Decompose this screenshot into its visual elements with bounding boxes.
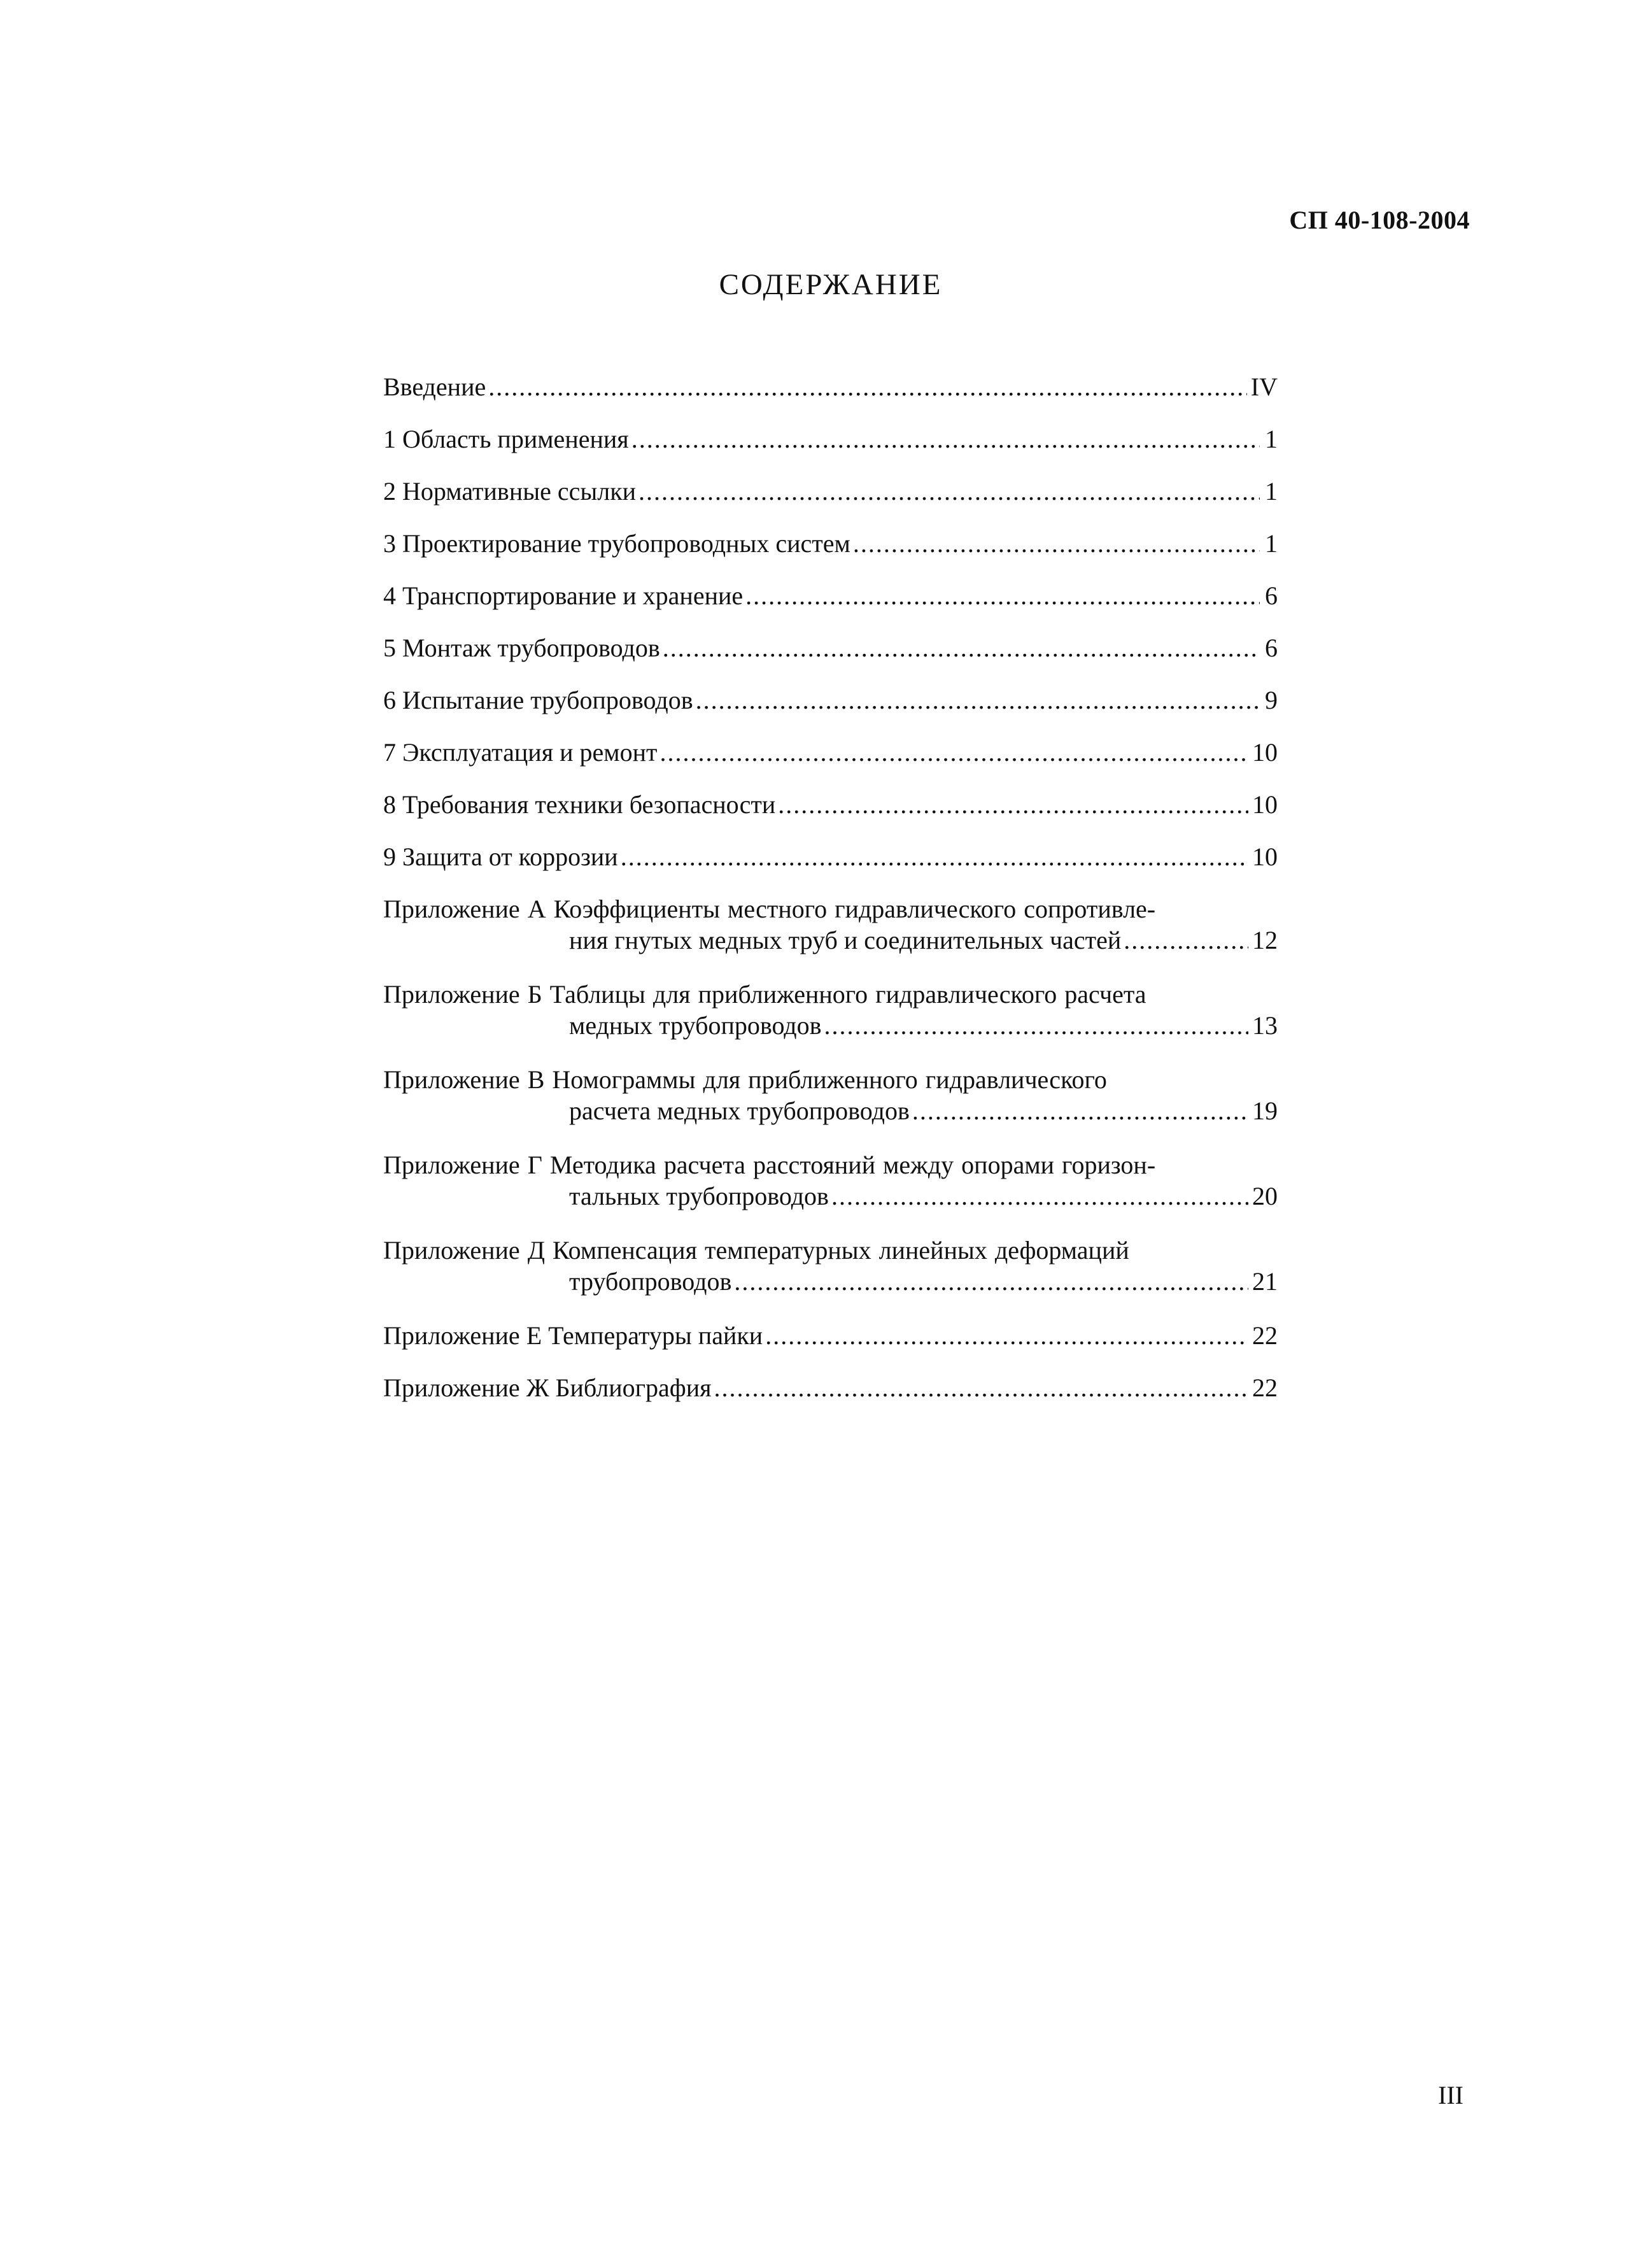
toc-entry-appendix-zh xyxy=(383,1372,1278,1403)
dot-leader xyxy=(621,841,1248,872)
toc-entry-page: 20 xyxy=(1252,1182,1278,1210)
toc-entry-5 xyxy=(383,632,1278,663)
toc-entry-page: 6 xyxy=(1265,581,1278,610)
dot-leader xyxy=(659,737,1248,768)
dot-leader xyxy=(734,1266,1248,1297)
toc-entry-label: Приложение Б Таблицы для приближенного гидравлического расчета xyxy=(383,980,1146,1009)
toc-entry-page: 12 xyxy=(1252,926,1278,954)
toc-entry-page: 10 xyxy=(1252,790,1278,819)
toc-entry-label: 6 Испытание трубопроводов xyxy=(383,686,693,714)
page-number: III xyxy=(1438,2081,1463,2109)
toc-entry-page: 22 xyxy=(1252,1321,1278,1350)
dot-leader xyxy=(912,1095,1248,1126)
toc-entry-9 xyxy=(383,841,1278,872)
toc-entry-appendix-a xyxy=(383,893,1278,956)
toc-entry-introduction xyxy=(383,371,1278,402)
toc-entry-label: 1 Область применения xyxy=(383,425,629,453)
toc-entry-label: 5 Монтаж трубопроводов xyxy=(383,634,660,662)
toc-entry-label-continued: тальных трубопроводов xyxy=(569,1182,829,1210)
toc-entry-label: Введение xyxy=(383,372,486,401)
dot-leader xyxy=(1124,925,1248,956)
toc-entry-page: 6 xyxy=(1265,634,1278,662)
dot-leader xyxy=(714,1372,1248,1403)
dot-leader xyxy=(631,423,1260,455)
toc-entry-appendix-b xyxy=(383,979,1278,1041)
document-code: СП 40-108-2004 xyxy=(1289,206,1470,234)
toc-entry-page: 1 xyxy=(1265,529,1278,558)
toc-entry-page: 13 xyxy=(1252,1011,1278,1040)
toc-entry-label: 9 Защита от коррозии xyxy=(383,842,618,871)
dot-leader xyxy=(853,528,1260,559)
dot-leader xyxy=(778,789,1248,820)
toc-entry-appendix-d xyxy=(383,1235,1278,1297)
toc-entry-label-continued: трубопроводов xyxy=(569,1267,732,1296)
toc-entry-label: Приложение Ж Библиография xyxy=(383,1373,712,1402)
toc-entry-label: 4 Транспортирование и хранение xyxy=(383,581,744,610)
toc-entry-label-continued: расчета медных трубопроводов xyxy=(569,1096,910,1125)
toc-entry-8 xyxy=(383,789,1278,820)
toc-entry-page: IV xyxy=(1250,372,1278,401)
toc-entry-label: Приложение В Номограммы для приближенного гидравлического xyxy=(383,1065,1107,1094)
toc-entry-label: 3 Проектирование трубопроводных систем xyxy=(383,529,850,558)
toc-entry-page: 22 xyxy=(1252,1373,1278,1402)
toc-entry-label: Приложение А Коэффициенты местного гидравлического сопротивле- xyxy=(383,895,1156,923)
toc-entry-label: Приложение Д Компенсация температурных линейных деформаций xyxy=(383,1236,1129,1265)
toc-entry-label: 2 Нормативные ссылки xyxy=(383,477,637,506)
toc-entry-3 xyxy=(383,528,1278,559)
toc-entry-page: 19 xyxy=(1252,1096,1278,1125)
toc-entry-page: 1 xyxy=(1265,477,1278,506)
toc-entry-page: 10 xyxy=(1252,842,1278,871)
toc-entry-page: 21 xyxy=(1252,1267,1278,1296)
dot-leader xyxy=(824,1010,1248,1041)
toc-entry-appendix-e xyxy=(383,1320,1278,1351)
toc-entry-1 xyxy=(383,423,1278,455)
toc-entry-label: 8 Требования техники безопасности xyxy=(383,790,776,819)
dot-leader xyxy=(765,1320,1248,1351)
toc-entry-appendix-g xyxy=(383,1149,1278,1212)
table-of-contents xyxy=(383,371,1278,1424)
toc-entry-6 xyxy=(383,684,1278,716)
toc-entry-page: 9 xyxy=(1265,686,1278,714)
dot-leader xyxy=(638,476,1260,507)
page-title: СОДЕРЖАНИЕ xyxy=(719,268,943,301)
toc-entry-page: 1 xyxy=(1265,425,1278,453)
dot-leader xyxy=(745,580,1260,611)
dot-leader xyxy=(488,371,1247,402)
toc-entry-4 xyxy=(383,580,1278,611)
toc-entry-label: Приложение Г Методика расчета расстояний между опорами горизон- xyxy=(383,1151,1156,1179)
toc-entry-label-continued: ния гнутых медных труб и соединительных частей xyxy=(569,926,1122,954)
dot-leader xyxy=(831,1180,1248,1212)
toc-entry-label-continued: медных трубопроводов xyxy=(569,1011,822,1040)
toc-entry-label: 7 Эксплуатация и ремонт xyxy=(383,738,658,767)
toc-entry-7 xyxy=(383,737,1278,768)
toc-entry-appendix-v xyxy=(383,1064,1278,1126)
toc-entry-page: 10 xyxy=(1252,738,1278,767)
dot-leader xyxy=(696,684,1260,716)
dot-leader xyxy=(663,632,1260,663)
toc-entry-2 xyxy=(383,476,1278,507)
toc-entry-label: Приложение Е Температуры пайки xyxy=(383,1321,763,1350)
